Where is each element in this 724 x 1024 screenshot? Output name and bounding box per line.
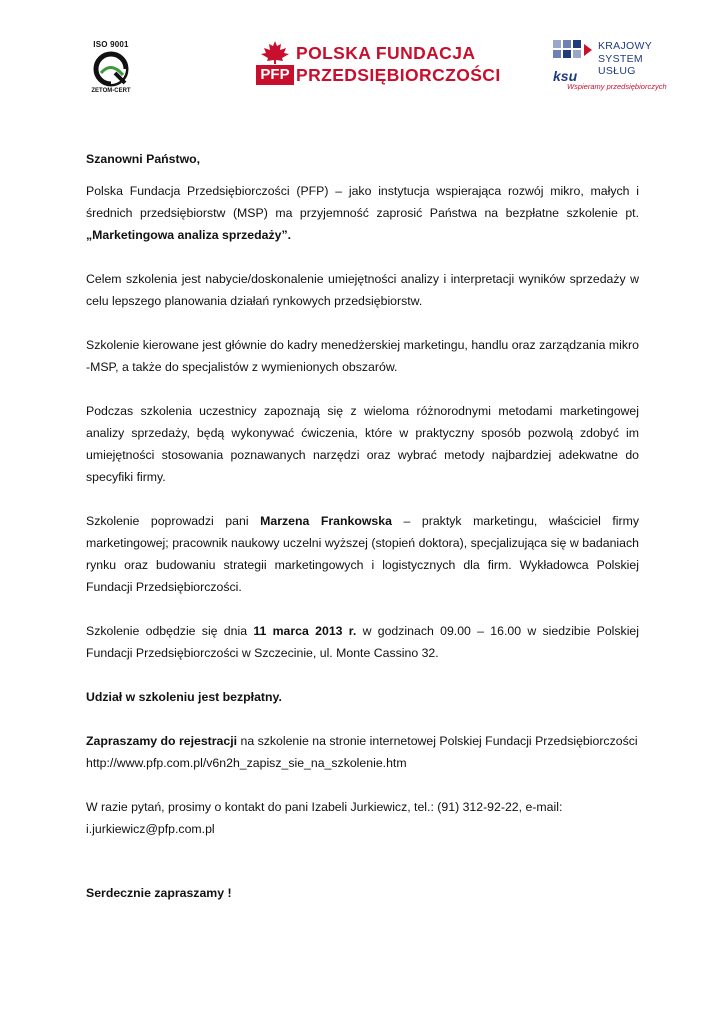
paragraph-content: Podczas szkolenia uczestnicy zapoznają się z wieloma różnorodnymi metodami marketingowej analizy sprzedaży, będą wykonywać ćwiczenia, które w praktyczny sposób pozwolą zdobyć im umiejętności stosowania poznawanych narzędzi oraz wybrać metody najbardziej adekwatne do specyfiki firmy. <box>86 404 639 484</box>
registration-text: na szkolenie na stronie internetowej Polskiej Fundacji Przedsiębiorczości <box>237 734 638 748</box>
paragraph-free <box>86 686 639 708</box>
maple-leaf-icon <box>260 40 290 64</box>
contact-text: W razie pytań, prosimy o kontakt do pani Izabeli Jurkiewicz, tel.: (91) 312-92-22, e-mail: <box>86 800 563 814</box>
iso-subtitle: ZETOM-CERT <box>91 88 131 94</box>
ksu-squares-icon <box>553 40 593 70</box>
ksu-line3: USŁUG <box>598 65 636 77</box>
pfp-line1: POLSKA FUNDACJA <box>296 43 476 63</box>
ksu-tagline: Wspieramy przedsiębiorczych <box>567 82 667 91</box>
closing <box>86 882 639 904</box>
trainer-name: Marzena Frankowska <box>260 514 392 528</box>
paragraph-goal: Celem szkolenia jest nabycie/doskonalenie umiejętności analizy i interpretacji wyników sprzedaży w celu lepszego planowania działań rynkowych przedsiębiorstw. <box>86 272 639 308</box>
pfp-line2: PRZEDSIĘBIORCZOŚCI <box>296 65 501 85</box>
paragraph-intro <box>86 180 639 246</box>
paragraph-registration <box>86 730 639 774</box>
letter-body <box>86 148 639 904</box>
intro-text: Polska Fundacja Przedsiębiorczości (PFP) – jako instytucja wspierająca rozwój mikro, małych i średnich przedsiębiorstw (MSP) ma przyjemność zaprosić Państwa na bezpłatne szkolenie pt. <box>86 184 639 220</box>
paragraph-contact <box>86 796 639 840</box>
paragraph-audience: Szkolenie kierowane jest głównie do kadry menedżerskiej marketingu, handlu oraz zarządzania mikro -MSP, a także do specjalistów z wymienionych obszarów. <box>86 338 639 374</box>
training-date: 11 marca 2013 r. <box>253 624 357 638</box>
registration-invite: Zapraszamy do rejestracji <box>86 734 238 748</box>
ksu-wordmark <box>598 40 652 78</box>
pfp-logo <box>256 40 501 90</box>
pfp-wordmark <box>296 42 501 86</box>
date-location: w godzinach 09.00 – 16.00 w siedzibie Polskiej Fundacji Przedsiębiorczości w Szczecinie, ul. Monte Cassino 32. <box>86 624 639 660</box>
paragraph-trainer <box>86 510 639 598</box>
pfp-badge: PFP <box>256 65 294 85</box>
zetom-cert-icon <box>93 51 129 87</box>
training-title: „Marketingowa analiza sprzedaży”. <box>86 228 292 242</box>
ksu-line1: KRAJOWY <box>598 40 653 52</box>
registration-link[interactable]: http://www.pfp.com.pl/v6n2h_zapisz_sie_na_szkolenie.htm <box>86 756 407 770</box>
date-intro: Szkolenie odbędzie się dnia <box>86 624 254 638</box>
trainer-intro: Szkolenie poprowadzi pani <box>86 514 261 528</box>
paragraph-date <box>86 620 639 664</box>
greeting: Szanowni Państwo, <box>86 152 201 166</box>
letterhead <box>0 0 724 110</box>
ksu-logo <box>553 40 667 94</box>
closing-text: Serdecznie zapraszamy ! <box>86 886 232 900</box>
free-notice: Udział w szkoleniu jest bezpłatny. <box>86 690 282 704</box>
iso-title: ISO 9001 <box>93 40 129 49</box>
trainer-description: – praktyk marketingu, właściciel firmy marketingowej; pracownik naukowy uczelni wyższej (stopień doktora), specjalizująca się w badaniach rynku oraz budowaniu strategii marketingowych i logistycznych dla firm. Wykładowca Polskiej Fundacji Przedsiębiorczości. <box>86 514 639 594</box>
contact-email-link[interactable]: i.jurkiewicz@pfp.com.pl <box>86 822 215 836</box>
ksu-word: ksu <box>553 68 578 84</box>
ksu-line2: SYSTEM <box>598 52 643 65</box>
iso-certificate-logo <box>80 40 142 100</box>
